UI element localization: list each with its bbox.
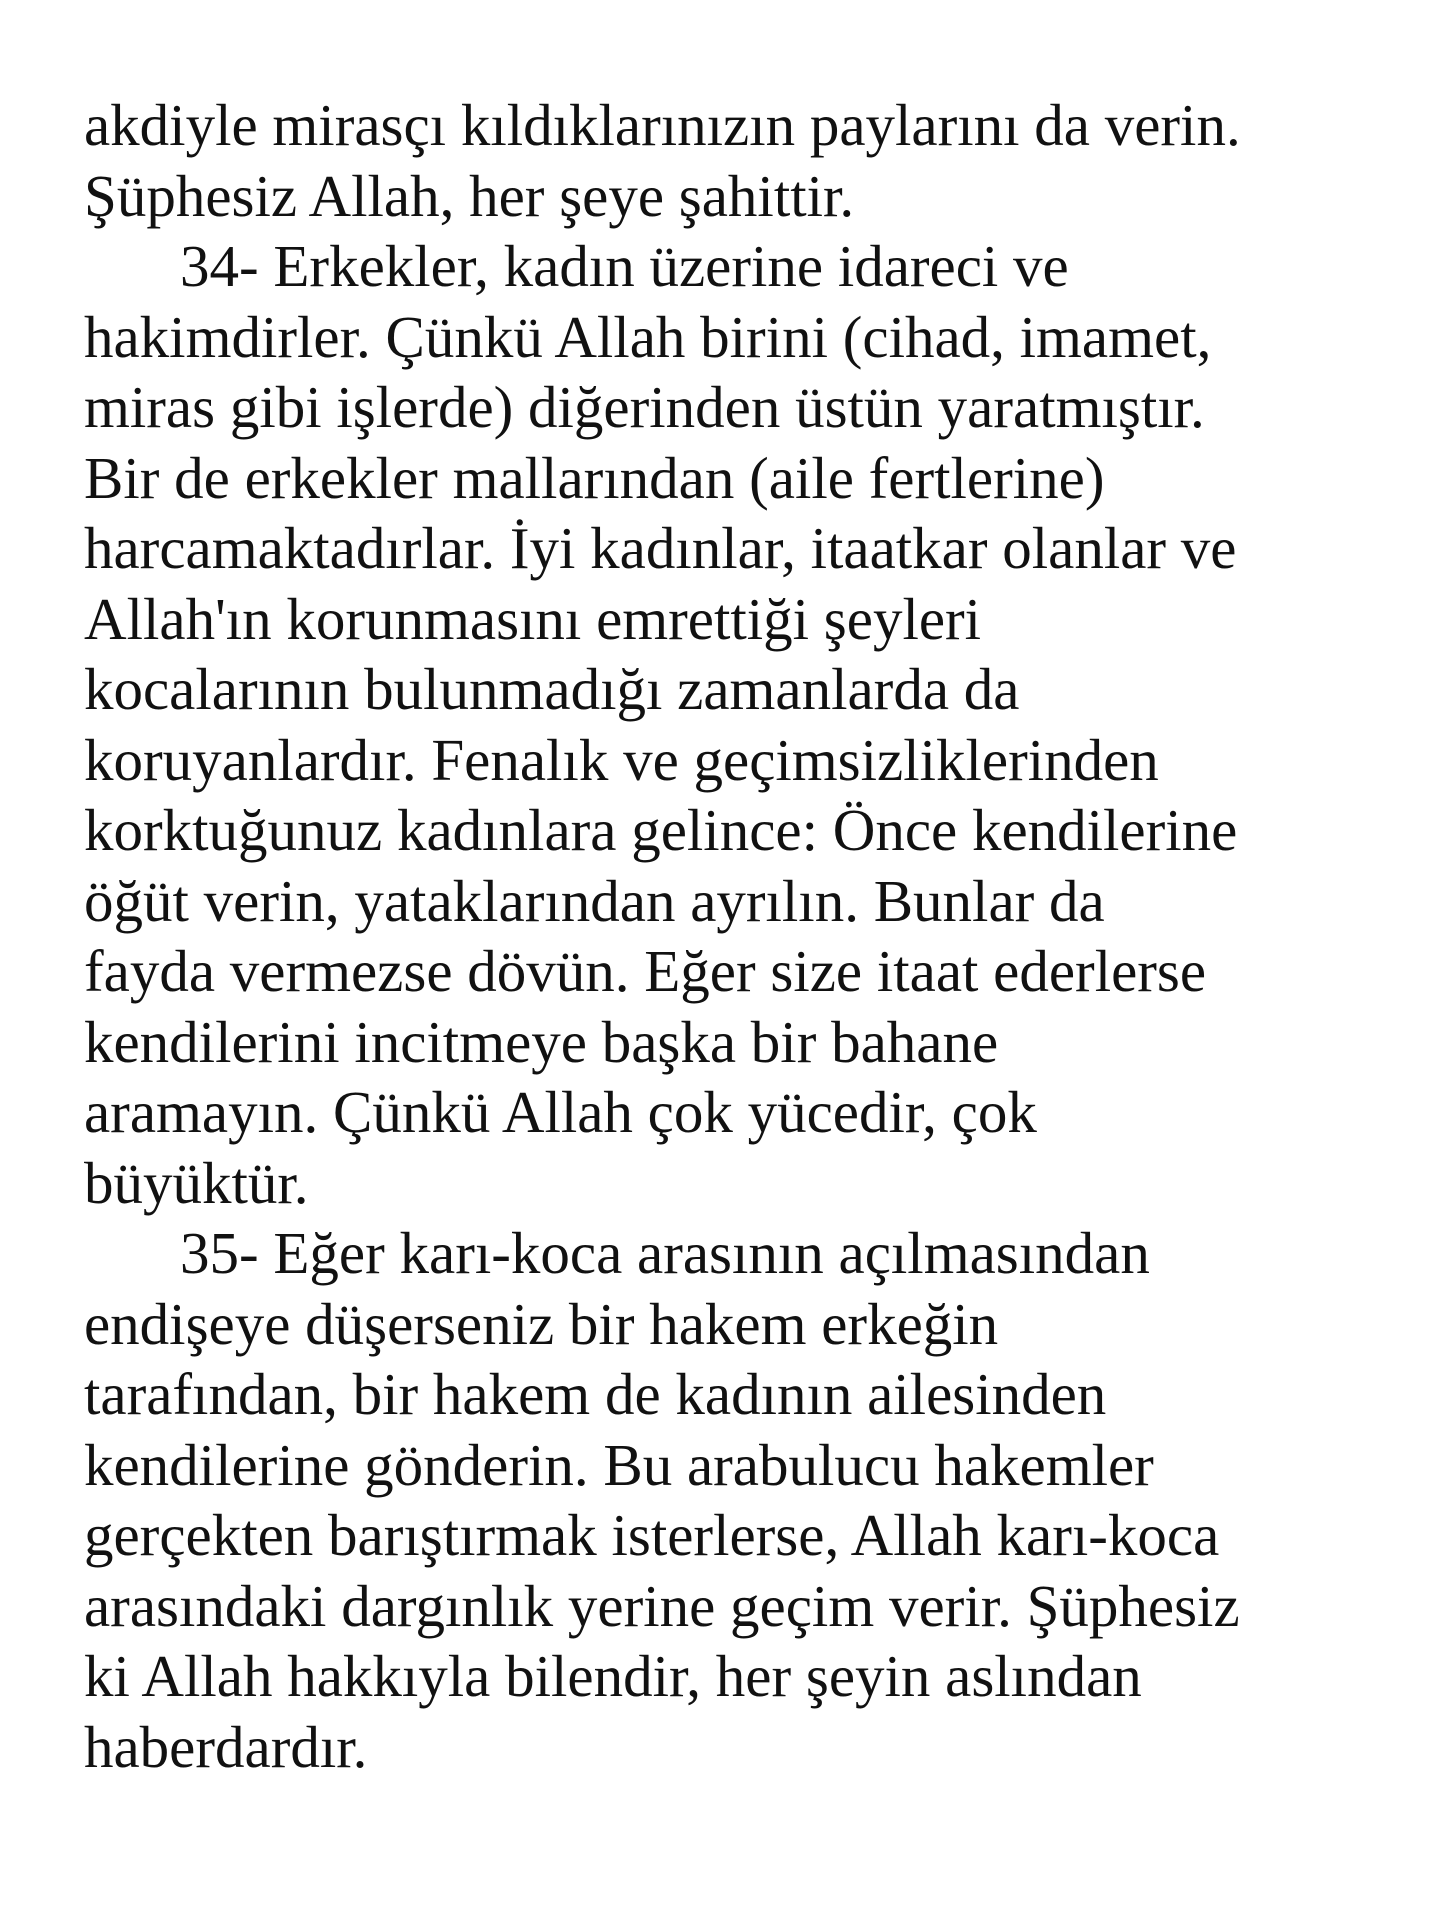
- paragraph-verse-35: [84, 1218, 1404, 1782]
- text-line: tarafından, bir hakem de kadının ailesinden: [84, 1361, 1107, 1427]
- text-line: harcamaktadırlar. İyi kadınlar, itaatkar olanlar ve: [84, 515, 1237, 581]
- text-line: miras gibi işlerde) diğerinden üstün yaratmıştır.: [84, 374, 1205, 440]
- text-line: ki Allah hakkıyla bilendir, her şeyin aslından: [84, 1643, 1142, 1709]
- text-line: Şüphesiz Allah, her şeye şahittir.: [84, 162, 855, 229]
- paragraph-verse-33-end: [84, 90, 1404, 231]
- text-line: Allah'ın korunmasını emrettiği şeyleri: [84, 585, 982, 652]
- text-line: kendilerini incitmeye başka bir bahane: [84, 1008, 999, 1075]
- text-line: akdiyle mirasçı kıldıklarınızın paylarını da verin.: [84, 92, 1241, 158]
- text-line: 35- Eğer karı-koca arasının açılmasından: [180, 1220, 1150, 1286]
- text-line: haberdardır.: [84, 1713, 368, 1780]
- text-line: koruyanlardır. Fenalık ve geçimsizliklerinden: [84, 726, 1159, 793]
- text-line: korktuğunuz kadınlara gelince: Önce kendilerine: [84, 797, 1238, 863]
- paragraph-verse-34: [84, 231, 1404, 1218]
- text-line: endişeye düşerseniz bir hakem erkeğin: [84, 1290, 999, 1357]
- text-line: Bir de erkekler mallarından (aile fertlerine): [84, 444, 1105, 511]
- text-line: gerçekten barıştırmak isterlerse, Allah karı-koca: [84, 1502, 1220, 1568]
- text-line: hakimdirler. Çünkü Allah birini (cihad, imamet,: [84, 303, 1212, 370]
- text-line: kendilerine gönderin. Bu arabulucu hakemler: [84, 1431, 1154, 1498]
- text-line: arasındaki dargınlık yerine geçim verir. Şüphesiz: [84, 1572, 1240, 1639]
- text-line: büyüktür.: [84, 1149, 309, 1216]
- text-line: aramayın. Çünkü Allah çok yücedir, çok: [84, 1079, 1037, 1145]
- text-line: fayda vermezse dövün. Eğer size itaat ederlerse: [84, 938, 1207, 1004]
- text-line: 34- Erkekler, kadın üzerine idareci ve: [180, 233, 1069, 299]
- text-line: öğüt verin, yataklarından ayrılın. Bunlar da: [84, 867, 1105, 934]
- document-page: [84, 90, 1404, 1782]
- text-line: kocalarının bulunmadığı zamanlarda da: [84, 656, 1020, 722]
